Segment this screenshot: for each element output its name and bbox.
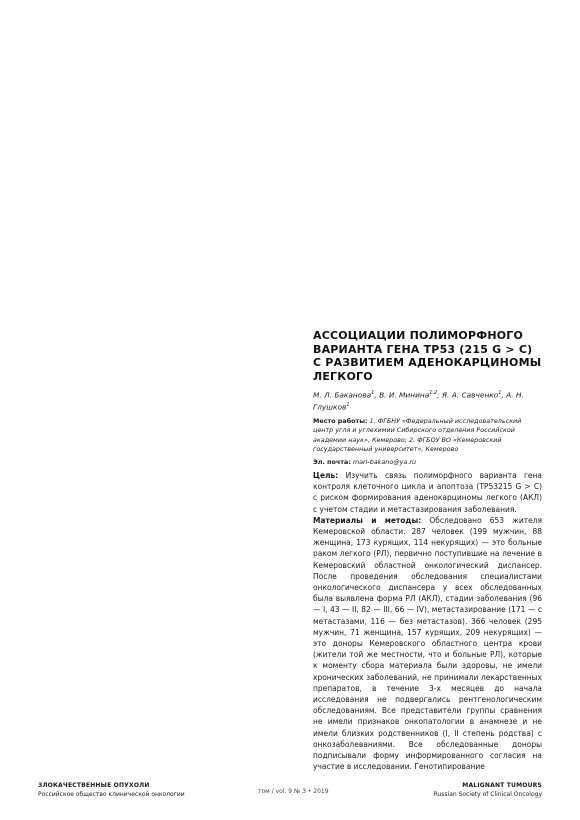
aim-text: Изучить связь полиморфного варианта гена контроля клеточного цикла и апоптоза (TP53215 G > C) с риском формирования аденокарциномы легкого (АКЛ) с учетом стадии и метастазирования заболевания. xyxy=(313,470,543,514)
author-affiliation-mark: 1 xyxy=(371,390,375,396)
email-label: Эл. почта: xyxy=(313,457,351,466)
society-name-en: Russian Society of Clinical Oncology xyxy=(433,791,542,798)
author-affiliation-mark: 1,2 xyxy=(429,390,438,396)
footer-journal-en xyxy=(434,781,542,799)
methods-text: Обследовано 653 жителя Кемеровской области. 287 человек (199 мужчин, 88 женщина, 173 курящих, 114 некурящих) — это больные раком легкого (РЛ), первично поступившие на лечение в Кемеровский областной онкологический диспансер. После проведения обследования специалистами онкологического диспансера у всех обследованных была выявлена форма РЛ (АКЛ), стадии заболевания (96 — I, 43 — II, 82 — III, 66 — IV), метастазирование (171 — с метастазами, 116 — без метастазов). 366 человек (295 мужчин, 71 женщина, 157 курящих, 209 некурящих) — это доноры Кемеровского областного центра крови (жители той же местности, что и больные РЛ), которые к моменту сбора материала были здоровы, не имели хронических заболеваний, не принимали лекарственных препаратов, в течение 3-х месяцев до начала исследования не подвергались рентгенологическим обследованиям. Все представители группы сравнения не имели признаков онкопатологии в анамнезе и не имели близких родственников (I, II степень родства) с онкозаболеваниями. Все обследованные доноры подписывали форму информированного согласия на участие в исследовании. Генотипирование xyxy=(313,515,542,772)
workplace-text: 1. ФГБНУ «Федеральный исследовательский центр угля и углехимии Сибирского отделения Российской академии наук», Кемерово; 2. ФГБОУ ВО «Кемеровский государственный университет», Кемерово xyxy=(313,416,522,454)
issue-info: том / vol. 9 № 3 • 2019 xyxy=(258,788,329,795)
email-address[interactable]: mari-bakano@ya.ru xyxy=(352,457,417,466)
author-name: Я. А. Савченко xyxy=(441,390,499,400)
journal-title-ru: ЗЛОКАЧЕСТВЕННЫЕ ОПУХОЛИ xyxy=(38,782,150,789)
journal-title-en: MALIGNANT TUMOURS xyxy=(462,782,542,789)
society-name-ru: Российское общество клинической онкологии xyxy=(38,791,185,798)
abstract-methods xyxy=(313,515,542,773)
aim-label: Цель: xyxy=(313,470,339,480)
author-list: М. Л. Баканова$^1$, В. И. Минина$^{1,2}$, Я. А. Савченко$^1$, А. Н. Глушков$^1$ xyxy=(313,390,524,412)
footer-journal-ru xyxy=(38,781,185,799)
author-affiliation-mark: 1 xyxy=(498,390,502,396)
email xyxy=(313,458,542,467)
abstract-aim xyxy=(313,470,542,515)
workplace xyxy=(313,417,542,455)
author-name: В. И. Минина xyxy=(379,390,430,400)
title-line: АССОЦИАЦИИ ПОЛИМОРФНОГО xyxy=(313,329,524,342)
title-line: С РАЗВИТИЕМ АДЕНОКАРЦИНОМЫ xyxy=(313,356,542,369)
methods-label: Материалы и методы: xyxy=(313,515,422,525)
title-line: ЛЕГКОГО xyxy=(313,369,373,383)
article-title xyxy=(313,329,542,383)
author-affiliation-mark: 1 xyxy=(346,402,350,409)
title-line: ВАРИАНТА ГЕНА TP53 (215 G > C) xyxy=(313,342,533,356)
workplace-label: Место работы: xyxy=(313,416,368,425)
author-name: А. Н. Глушков xyxy=(313,390,524,412)
author-name: М. Л. Баканова xyxy=(313,390,372,400)
article xyxy=(313,329,542,772)
